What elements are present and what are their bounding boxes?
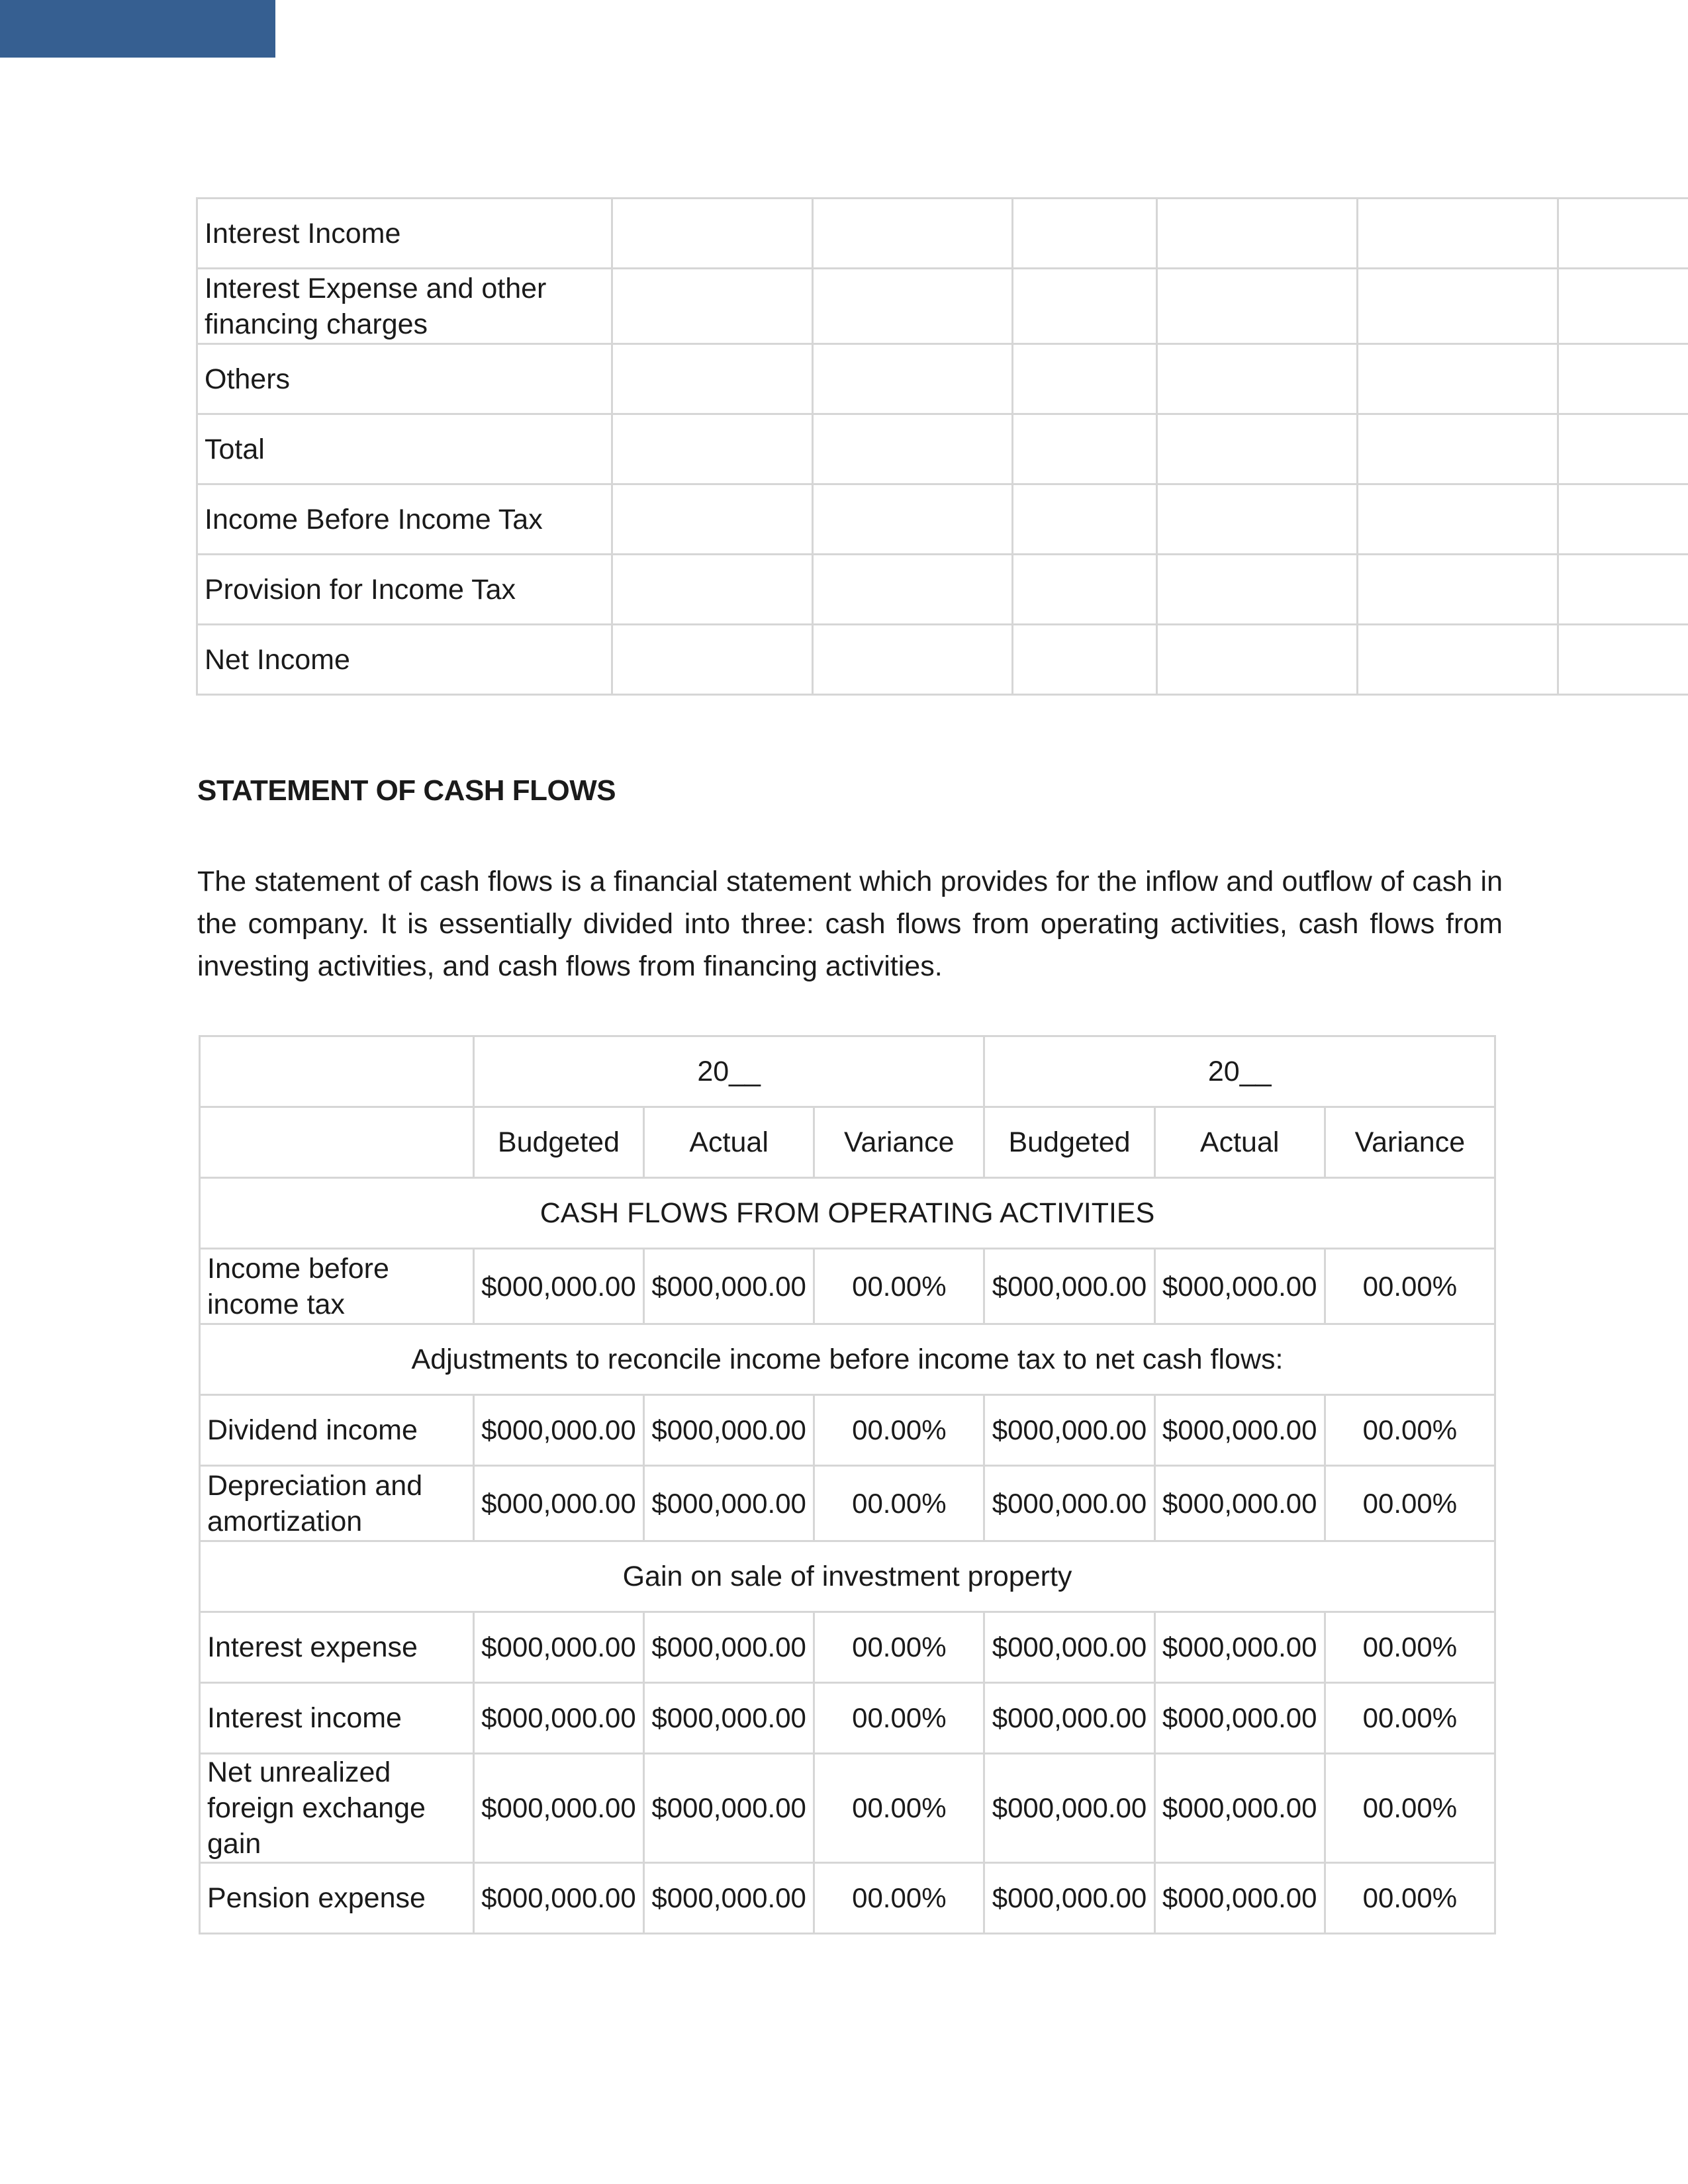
amount-cell: $000,000.00 (473, 1683, 643, 1754)
section-label: Gain on sale of investment property (200, 1541, 1495, 1612)
table-row (200, 1754, 1495, 1863)
amount-cell: $000,000.00 (1154, 1683, 1325, 1754)
section-row (200, 1324, 1495, 1395)
table-row (197, 555, 1688, 625)
year-header-row (200, 1036, 1495, 1107)
row-label: Interest Income (197, 199, 612, 269)
percent-cell: 00.00% (1325, 1249, 1495, 1324)
table-row (197, 199, 1688, 269)
column-header: Actual (644, 1107, 814, 1178)
amount-cell: $000,000.00 (644, 1754, 814, 1863)
cash-flow-table (199, 1035, 1496, 1934)
column-header-row (200, 1107, 1495, 1178)
amount-cell: $000,000.00 (984, 1395, 1154, 1466)
amount-cell: $000,000.00 (1154, 1754, 1325, 1863)
row-label: Interest Expense and other financing charges (197, 269, 612, 344)
table-row (200, 1612, 1495, 1683)
table-row (197, 269, 1688, 344)
amount-cell: $000,000.00 (473, 1249, 643, 1324)
percent-cell: 00.00% (814, 1863, 984, 1934)
percent-cell: 00.00% (1325, 1466, 1495, 1541)
amount-cell: $000,000.00 (473, 1754, 643, 1863)
row-label: Provision for Income Tax (197, 555, 612, 625)
amount-cell: $000,000.00 (644, 1863, 814, 1934)
amount-cell: $000,000.00 (1154, 1249, 1325, 1324)
amount-cell: $000,000.00 (984, 1863, 1154, 1934)
percent-cell: 00.00% (1325, 1395, 1495, 1466)
amount-cell: $000,000.00 (644, 1612, 814, 1683)
row-label: Net unrealized foreign exchange gain (200, 1754, 474, 1863)
section-heading: STATEMENT OF CASH FLOWS (197, 774, 616, 807)
amount-cell: $000,000.00 (644, 1466, 814, 1541)
percent-cell: 00.00% (1325, 1683, 1495, 1754)
percent-cell: 00.00% (814, 1754, 984, 1863)
percent-cell: 00.00% (814, 1466, 984, 1541)
amount-cell: $000,000.00 (984, 1683, 1154, 1754)
amount-cell: $000,000.00 (644, 1683, 814, 1754)
section-label: CASH FLOWS FROM OPERATING ACTIVITIES (200, 1178, 1495, 1249)
row-label: Total (197, 414, 612, 484)
table-row (197, 484, 1688, 555)
year-header: 20__ (473, 1036, 984, 1107)
amount-cell: $000,000.00 (473, 1863, 643, 1934)
table-row (197, 344, 1688, 414)
column-header: Budgeted (473, 1107, 643, 1178)
column-header: Actual (1154, 1107, 1325, 1178)
row-label: Pension expense (200, 1863, 474, 1934)
table-row (197, 625, 1688, 695)
table-row (200, 1466, 1495, 1541)
percent-cell: 00.00% (814, 1612, 984, 1683)
amount-cell: $000,000.00 (1154, 1466, 1325, 1541)
amount-cell: $000,000.00 (473, 1466, 643, 1541)
amount-cell: $000,000.00 (473, 1612, 643, 1683)
row-label: Depreciation and amortization (200, 1466, 474, 1541)
amount-cell: $000,000.00 (1154, 1395, 1325, 1466)
row-label: Income Before Income Tax (197, 484, 612, 555)
amount-cell: $000,000.00 (984, 1612, 1154, 1683)
amount-cell: $000,000.00 (644, 1395, 814, 1466)
table-row (197, 414, 1688, 484)
year-header: 20__ (984, 1036, 1495, 1107)
row-label: Interest income (200, 1683, 474, 1754)
table-row (200, 1863, 1495, 1934)
amount-cell: $000,000.00 (1154, 1612, 1325, 1683)
table-row (200, 1395, 1495, 1466)
section-row (200, 1541, 1495, 1612)
table-row (200, 1683, 1495, 1754)
amount-cell: $000,000.00 (1154, 1863, 1325, 1934)
row-label: Interest expense (200, 1612, 474, 1683)
amount-cell: $000,000.00 (473, 1395, 643, 1466)
intro-paragraph: The statement of cash flows is a financial statement which provides for the inflow and outflow of cash in the company. It is essentially divided into three: cash flows from operating activities, cash flows from investing activities, and cash flows from financing activities. (197, 866, 1503, 982)
percent-cell: 00.00% (1325, 1612, 1495, 1683)
percent-cell: 00.00% (814, 1249, 984, 1324)
amount-cell: $000,000.00 (644, 1249, 814, 1324)
row-label: Dividend income (200, 1395, 474, 1466)
row-label: Income before income tax (200, 1249, 474, 1324)
row-label: Net Income (197, 625, 612, 695)
column-header: Variance (1325, 1107, 1495, 1178)
percent-cell: 00.00% (814, 1395, 984, 1466)
amount-cell: $000,000.00 (984, 1249, 1154, 1324)
column-header: Variance (814, 1107, 984, 1178)
percent-cell: 00.00% (814, 1683, 984, 1754)
percent-cell: 00.00% (1325, 1754, 1495, 1863)
column-header: Budgeted (984, 1107, 1154, 1178)
header-accent-bar (0, 0, 275, 58)
section-row (200, 1178, 1495, 1249)
table-row (200, 1249, 1495, 1324)
amount-cell: $000,000.00 (984, 1754, 1154, 1863)
percent-cell: 00.00% (1325, 1863, 1495, 1934)
row-label: Others (197, 344, 612, 414)
amount-cell: $000,000.00 (984, 1466, 1154, 1541)
section-label: Adjustments to reconcile income before income tax to net cash flows: (200, 1324, 1495, 1395)
income-statement-table (196, 197, 1688, 696)
